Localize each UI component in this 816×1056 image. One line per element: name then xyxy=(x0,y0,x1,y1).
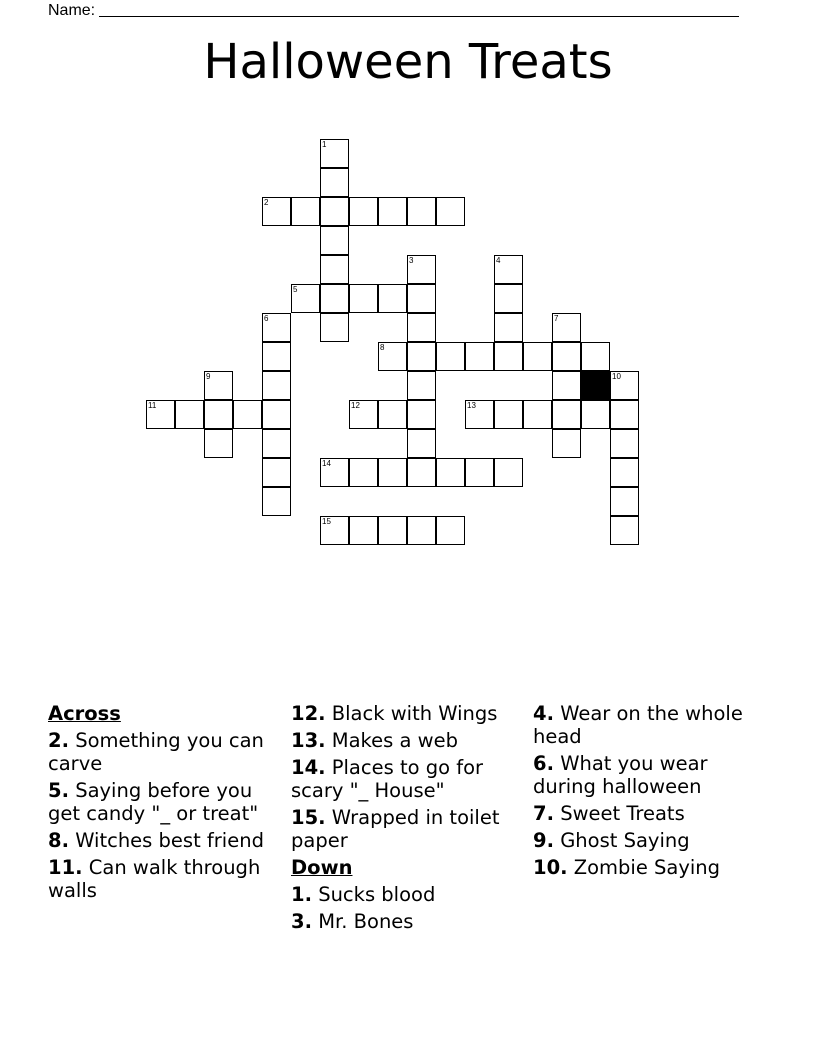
grid-cell[interactable] xyxy=(494,342,523,371)
cell-number: 2 xyxy=(264,198,269,207)
clue-down-10: 10. Zombie Saying xyxy=(533,856,721,879)
grid-cell[interactable] xyxy=(407,371,436,400)
grid-cell[interactable] xyxy=(262,313,291,342)
clue-down-1: 1. Sucks blood xyxy=(291,883,436,906)
grid-cell[interactable] xyxy=(320,458,349,487)
page-title: Halloween Treats xyxy=(203,34,613,90)
grid-cell[interactable] xyxy=(610,458,639,487)
cell-number: 5 xyxy=(293,285,298,294)
grid-cell[interactable] xyxy=(407,255,436,284)
grid-cell[interactable] xyxy=(436,458,465,487)
grid-cell[interactable] xyxy=(552,342,581,371)
grid-cell[interactable] xyxy=(465,400,494,429)
grid-cell[interactable] xyxy=(494,284,523,313)
clue-down-7: 7. Sweet Treats xyxy=(533,802,685,825)
cell-number: 8 xyxy=(380,343,385,352)
grid-cell[interactable] xyxy=(581,342,610,371)
grid-cell[interactable] xyxy=(175,400,204,429)
grid-cell[interactable] xyxy=(320,516,349,545)
clue-column-1 xyxy=(48,700,278,906)
grid-cell[interactable] xyxy=(378,284,407,313)
grid-cell[interactable] xyxy=(262,487,291,516)
grid-cell[interactable] xyxy=(436,516,465,545)
grid-cell[interactable] xyxy=(320,168,349,197)
shaded-cell xyxy=(581,371,610,400)
grid-cell[interactable] xyxy=(320,197,349,226)
grid-cell[interactable] xyxy=(610,516,639,545)
grid-cell[interactable] xyxy=(320,313,349,342)
grid-cell[interactable] xyxy=(378,400,407,429)
grid-cell[interactable] xyxy=(262,371,291,400)
grid-cell[interactable] xyxy=(291,284,320,313)
clue-down-9: 9. Ghost Saying xyxy=(533,829,690,852)
grid-cell[interactable] xyxy=(436,197,465,226)
clue-across-14: 14. Places to go for scary "_ House" xyxy=(291,756,484,802)
clue-across-5: 5. Saying before you get candy "_ or treat" xyxy=(48,779,259,825)
grid-cell[interactable] xyxy=(204,429,233,458)
grid-cell[interactable] xyxy=(320,284,349,313)
grid-cell[interactable] xyxy=(610,429,639,458)
cell-number: 15 xyxy=(322,517,331,526)
grid-cell[interactable] xyxy=(407,516,436,545)
grid-cell[interactable] xyxy=(378,458,407,487)
grid-cell[interactable] xyxy=(320,255,349,284)
grid-cell[interactable] xyxy=(407,400,436,429)
cell-number: 9 xyxy=(206,372,211,381)
grid-cell[interactable] xyxy=(262,400,291,429)
grid-cell[interactable] xyxy=(262,429,291,458)
grid-cell[interactable] xyxy=(349,284,378,313)
grid-cell[interactable] xyxy=(552,371,581,400)
clue-across-15: 15. Wrapped in toilet paper xyxy=(291,806,500,852)
grid-cell[interactable] xyxy=(407,197,436,226)
grid-cell[interactable] xyxy=(146,400,175,429)
grid-cell[interactable] xyxy=(523,342,552,371)
grid-cell[interactable] xyxy=(378,516,407,545)
clue-across-13: 13. Makes a web xyxy=(291,729,458,752)
cell-number: 13 xyxy=(467,401,476,410)
cell-number: 11 xyxy=(148,401,157,410)
grid-cell[interactable] xyxy=(494,255,523,284)
cell-number: 6 xyxy=(264,314,269,323)
grid-cell[interactable] xyxy=(349,197,378,226)
cell-number: 14 xyxy=(322,459,331,468)
down-heading: Down xyxy=(291,856,353,879)
grid-cell[interactable] xyxy=(465,458,494,487)
grid-cell[interactable] xyxy=(494,458,523,487)
grid-cell[interactable] xyxy=(233,400,262,429)
grid-cell[interactable] xyxy=(349,458,378,487)
clue-across-8: 8. Witches best friend xyxy=(48,829,264,852)
grid-cell[interactable] xyxy=(581,400,610,429)
clue-down-4: 4. Wear on the whole head xyxy=(533,702,743,748)
grid-cell[interactable] xyxy=(262,458,291,487)
grid-cell[interactable] xyxy=(262,342,291,371)
grid-cell[interactable] xyxy=(407,284,436,313)
clue-column-3 xyxy=(533,700,773,883)
grid-cell[interactable] xyxy=(291,197,320,226)
grid-cell[interactable] xyxy=(610,487,639,516)
clue-down-3: 3. Mr. Bones xyxy=(291,910,414,933)
grid-cell[interactable] xyxy=(262,197,291,226)
grid-cell[interactable] xyxy=(407,313,436,342)
grid-cell[interactable] xyxy=(552,313,581,342)
grid-cell[interactable] xyxy=(610,371,639,400)
cell-number: 4 xyxy=(496,256,501,265)
clue-across-12: 12. Black with Wings xyxy=(291,702,498,725)
cell-number: 12 xyxy=(351,401,360,410)
cell-number: 3 xyxy=(409,256,414,265)
cell-number: 7 xyxy=(554,314,559,323)
grid-cell[interactable] xyxy=(349,516,378,545)
grid-cell[interactable] xyxy=(204,371,233,400)
grid-cell[interactable] xyxy=(378,342,407,371)
grid-cell[interactable] xyxy=(320,226,349,255)
name-label: Name: xyxy=(48,2,96,19)
grid-cell[interactable] xyxy=(378,197,407,226)
clue-across-2: 2. Something you can carve xyxy=(48,729,264,775)
grid-cell[interactable] xyxy=(407,458,436,487)
grid-cell[interactable] xyxy=(494,313,523,342)
grid-cell[interactable] xyxy=(349,400,378,429)
clue-column-2 xyxy=(291,700,526,937)
grid-cell[interactable] xyxy=(407,342,436,371)
grid-cell[interactable] xyxy=(465,342,494,371)
grid-cell[interactable] xyxy=(494,400,523,429)
grid-cell[interactable] xyxy=(320,139,349,168)
grid-cell[interactable] xyxy=(436,342,465,371)
cell-number: 1 xyxy=(322,140,327,149)
clue-across-11: 11. Can walk through walls xyxy=(48,856,261,902)
cell-number: 10 xyxy=(612,372,621,381)
grid-cell[interactable] xyxy=(523,400,552,429)
grid-cell[interactable] xyxy=(552,400,581,429)
grid-cell[interactable] xyxy=(552,429,581,458)
grid-cell[interactable] xyxy=(610,400,639,429)
grid-cell[interactable] xyxy=(204,400,233,429)
grid-cell[interactable] xyxy=(407,429,436,458)
across-heading: Across xyxy=(48,702,121,725)
clue-down-6: 6. What you wear during halloween xyxy=(533,752,708,798)
